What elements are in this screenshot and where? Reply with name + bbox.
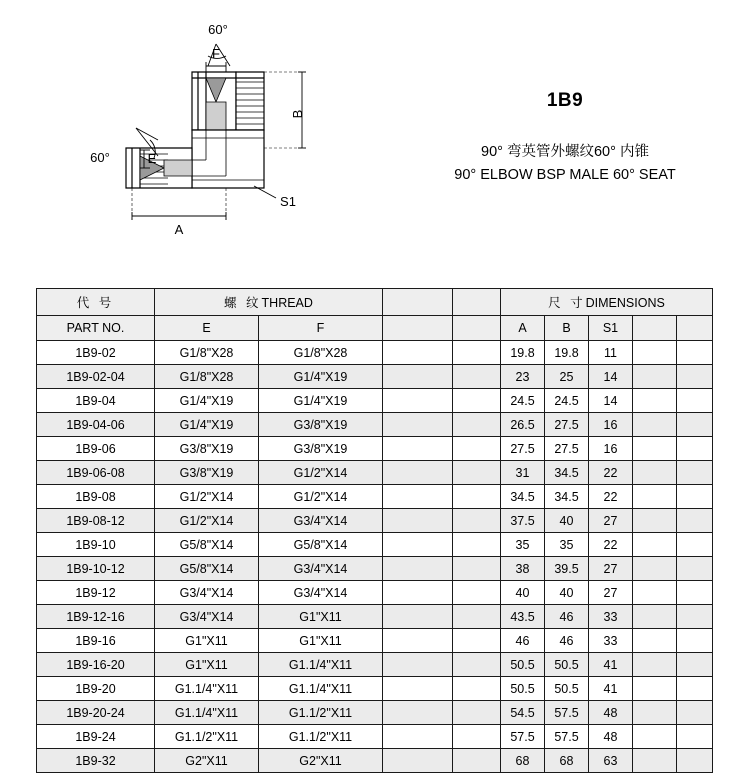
part-no-cell: 1B9-16	[37, 629, 155, 653]
product-code: 1B9	[546, 90, 584, 111]
blank-cell-3	[633, 533, 677, 557]
dimension-s1-cell: 22	[589, 533, 633, 557]
group-header-thread-en: THREAD	[261, 296, 313, 310]
dimension-b-cell: 68	[545, 749, 589, 773]
thread-f-cell: G3/8"X19	[259, 413, 383, 437]
blank-cell-1	[383, 605, 453, 629]
drawing-label-e: E	[147, 151, 157, 166]
blank-cell-2	[453, 437, 501, 461]
drawing-label-a: A	[174, 222, 184, 237]
thread-e-cell: G2"X11	[155, 749, 259, 773]
thread-e-cell: G3/8"X19	[155, 461, 259, 485]
blank-cell-3	[633, 461, 677, 485]
column-header-blank-2	[453, 316, 501, 341]
thread-e-cell: G1.1/2"X11	[155, 725, 259, 749]
dimension-b-cell: 46	[545, 629, 589, 653]
dimension-s1-cell: 33	[589, 629, 633, 653]
group-header-thread	[155, 289, 383, 316]
blank-cell-4	[677, 605, 713, 629]
thread-e-cell: G3/4"X14	[155, 605, 259, 629]
blank-cell-3	[633, 437, 677, 461]
table-row	[37, 581, 713, 605]
blank-cell-2	[453, 557, 501, 581]
thread-e-cell: G5/8"X14	[155, 557, 259, 581]
part-no-cell: 1B9-20	[37, 677, 155, 701]
column-header-b: B	[545, 316, 589, 341]
drawing-label-s1: S1	[280, 194, 296, 209]
drawing-label-b: B	[290, 109, 305, 119]
table-row	[37, 461, 713, 485]
blank-cell-4	[677, 629, 713, 653]
blank-cell-4	[677, 557, 713, 581]
dimension-b-cell: 27.5	[545, 413, 589, 437]
blank-cell-3	[633, 653, 677, 677]
dimension-a-cell: 27.5	[501, 437, 545, 461]
thread-f-cell: G1.1/4"X11	[259, 653, 383, 677]
table-row	[37, 653, 713, 677]
part-no-cell: 1B9-10-12	[37, 557, 155, 581]
blank-cell-2	[453, 365, 501, 389]
blank-cell-1	[383, 437, 453, 461]
table-row	[37, 629, 713, 653]
blank-cell-3	[633, 365, 677, 389]
blank-cell-4	[677, 413, 713, 437]
blank-cell-1	[383, 413, 453, 437]
table-row	[37, 389, 713, 413]
table-row	[37, 485, 713, 509]
thread-f-cell: G3/8"X19	[259, 437, 383, 461]
table-row	[37, 605, 713, 629]
table-row	[37, 341, 713, 365]
dimension-s1-cell: 48	[589, 725, 633, 749]
thread-e-cell: G1/2"X14	[155, 485, 259, 509]
group-header-part-no: 代 号	[37, 289, 155, 316]
column-header-blank-3	[633, 316, 677, 341]
blank-cell-4	[677, 341, 713, 365]
thread-e-cell: G3/4"X14	[155, 581, 259, 605]
part-no-cell: 1B9-32	[37, 749, 155, 773]
part-no-cell: 1B9-10	[37, 533, 155, 557]
dimension-s1-cell: 27	[589, 557, 633, 581]
group-header-dimensions	[501, 289, 713, 316]
blank-cell-2	[453, 389, 501, 413]
part-no-cell: 1B9-16-20	[37, 653, 155, 677]
blank-cell-4	[677, 485, 713, 509]
blank-cell-4	[677, 365, 713, 389]
dimension-s1-cell: 22	[589, 461, 633, 485]
column-header-part-no: PART NO.	[37, 316, 155, 341]
dimension-s1-cell: 14	[589, 389, 633, 413]
thread-e-cell: G3/8"X19	[155, 437, 259, 461]
blank-cell-2	[453, 509, 501, 533]
dimension-a-cell: 50.5	[501, 677, 545, 701]
dimension-a-cell: 46	[501, 629, 545, 653]
thread-e-cell: G1/8"X28	[155, 365, 259, 389]
dimension-b-cell: 39.5	[545, 557, 589, 581]
part-no-cell: 1B9-02-04	[37, 365, 155, 389]
thread-f-cell: G3/4"X14	[259, 557, 383, 581]
blank-cell-3	[633, 749, 677, 773]
part-no-cell: 1B9-12	[37, 581, 155, 605]
part-no-cell: 1B9-04-06	[37, 413, 155, 437]
table-row	[37, 413, 713, 437]
dimension-s1-cell: 48	[589, 701, 633, 725]
blank-cell-1	[383, 677, 453, 701]
dimension-a-cell: 43.5	[501, 605, 545, 629]
thread-e-cell: G1/2"X14	[155, 509, 259, 533]
blank-cell-3	[633, 557, 677, 581]
thread-e-cell: G1.1/4"X11	[155, 677, 259, 701]
thread-f-cell: G5/8"X14	[259, 533, 383, 557]
part-no-cell: 1B9-12-16	[37, 605, 155, 629]
dimension-b-cell: 50.5	[545, 653, 589, 677]
table-row	[37, 437, 713, 461]
blank-cell-4	[677, 389, 713, 413]
blank-cell-3	[633, 413, 677, 437]
blank-cell-2	[453, 581, 501, 605]
blank-cell-2	[453, 629, 501, 653]
blank-cell-2	[453, 341, 501, 365]
thread-e-cell: G1.1/4"X11	[155, 701, 259, 725]
thread-f-cell: G1/8"X28	[259, 341, 383, 365]
blank-cell-1	[383, 461, 453, 485]
dimension-a-cell: 54.5	[501, 701, 545, 725]
dimension-a-cell: 38	[501, 557, 545, 581]
table-body	[37, 341, 713, 773]
blank-cell-1	[383, 701, 453, 725]
dimension-a-cell: 50.5	[501, 653, 545, 677]
dimension-b-cell: 40	[545, 509, 589, 533]
blank-cell-4	[677, 437, 713, 461]
dimension-b-cell: 57.5	[545, 701, 589, 725]
blank-cell-3	[633, 605, 677, 629]
drawing-header-area	[0, 0, 744, 265]
column-header-e: E	[155, 316, 259, 341]
table-row	[37, 509, 713, 533]
table-row	[37, 677, 713, 701]
column-header-a: A	[501, 316, 545, 341]
thread-f-cell: G3/4"X14	[259, 581, 383, 605]
dimension-s1-cell: 14	[589, 365, 633, 389]
table-group-header-row	[37, 289, 713, 316]
part-no-cell: 1B9-06-08	[37, 461, 155, 485]
column-header-s1: S1	[589, 316, 633, 341]
column-header-blank-4	[677, 316, 713, 341]
blank-cell-3	[633, 629, 677, 653]
part-no-cell: 1B9-20-24	[37, 701, 155, 725]
part-no-cell: 1B9-08-12	[37, 509, 155, 533]
thread-e-cell: G1/4"X19	[155, 413, 259, 437]
table-row	[37, 749, 713, 773]
blank-cell-4	[677, 701, 713, 725]
dimension-b-cell: 46	[545, 605, 589, 629]
dimension-b-cell: 19.8	[545, 341, 589, 365]
dimension-s1-cell: 27	[589, 509, 633, 533]
blank-cell-1	[383, 653, 453, 677]
column-header-blank-1	[383, 316, 453, 341]
group-header-thread-cn: 螺 纹	[224, 296, 262, 310]
product-drawing	[40, 10, 370, 250]
dimension-s1-cell: 16	[589, 437, 633, 461]
blank-cell-3	[633, 485, 677, 509]
product-description-en: 90° ELBOW BSP MALE 60° SEAT	[454, 167, 676, 183]
blank-cell-1	[383, 365, 453, 389]
dimension-b-cell: 57.5	[545, 725, 589, 749]
blank-cell-2	[453, 413, 501, 437]
blank-cell-4	[677, 509, 713, 533]
dimension-b-cell: 24.5	[545, 389, 589, 413]
part-no-cell: 1B9-04	[37, 389, 155, 413]
thread-e-cell: G5/8"X14	[155, 533, 259, 557]
dimension-s1-cell: 41	[589, 653, 633, 677]
dimension-b-cell: 35	[545, 533, 589, 557]
table-row	[37, 533, 713, 557]
blank-cell-4	[677, 533, 713, 557]
dimension-a-cell: 26.5	[501, 413, 545, 437]
group-header-dimensions-cn: 尺 寸	[548, 296, 586, 310]
blank-cell-1	[383, 557, 453, 581]
drawing-label-f: F	[212, 46, 220, 61]
dimension-b-cell: 40	[545, 581, 589, 605]
blank-cell-3	[633, 341, 677, 365]
blank-cell-3	[633, 581, 677, 605]
blank-cell-1	[383, 749, 453, 773]
thread-f-cell: G1.1/2"X11	[259, 725, 383, 749]
dimension-s1-cell: 27	[589, 581, 633, 605]
specification-table	[36, 288, 713, 773]
blank-cell-4	[677, 653, 713, 677]
dimension-a-cell: 31	[501, 461, 545, 485]
blank-cell-2	[453, 749, 501, 773]
part-no-cell: 1B9-02	[37, 341, 155, 365]
part-no-cell: 1B9-08	[37, 485, 155, 509]
group-header-blank-2	[453, 289, 501, 316]
table-column-header-row	[37, 316, 713, 341]
dimension-s1-cell: 11	[589, 341, 633, 365]
dimension-a-cell: 40	[501, 581, 545, 605]
thread-f-cell: G1.1/4"X11	[259, 677, 383, 701]
table-row	[37, 701, 713, 725]
blank-cell-3	[633, 677, 677, 701]
dimension-b-cell: 25	[545, 365, 589, 389]
thread-f-cell: G2"X11	[259, 749, 383, 773]
blank-cell-3	[633, 701, 677, 725]
thread-f-cell: G1"X11	[259, 605, 383, 629]
table-row	[37, 365, 713, 389]
thread-f-cell: G1"X11	[259, 629, 383, 653]
dimension-b-cell: 27.5	[545, 437, 589, 461]
blank-cell-4	[677, 677, 713, 701]
dimension-a-cell: 68	[501, 749, 545, 773]
dimension-a-cell: 19.8	[501, 341, 545, 365]
thread-f-cell: G3/4"X14	[259, 509, 383, 533]
blank-cell-1	[383, 389, 453, 413]
thread-f-cell: G1.1/2"X11	[259, 701, 383, 725]
part-no-cell: 1B9-06	[37, 437, 155, 461]
part-no-cell: 1B9-24	[37, 725, 155, 749]
drawing-label-angle-left: 60°	[90, 150, 110, 165]
group-header-dimensions-en: DIMENSIONS	[585, 296, 665, 310]
dimension-s1-cell: 41	[589, 677, 633, 701]
table-row	[37, 557, 713, 581]
blank-cell-4	[677, 461, 713, 485]
blank-cell-1	[383, 509, 453, 533]
thread-f-cell: G1/4"X19	[259, 389, 383, 413]
blank-cell-2	[453, 485, 501, 509]
blank-cell-1	[383, 533, 453, 557]
blank-cell-1	[383, 341, 453, 365]
dimension-s1-cell: 63	[589, 749, 633, 773]
blank-cell-3	[633, 389, 677, 413]
dimension-s1-cell: 16	[589, 413, 633, 437]
thread-e-cell: G1/4"X19	[155, 389, 259, 413]
thread-e-cell: G1/8"X28	[155, 341, 259, 365]
dimension-a-cell: 35	[501, 533, 545, 557]
blank-cell-4	[677, 749, 713, 773]
blank-cell-2	[453, 677, 501, 701]
thread-e-cell: G1"X11	[155, 629, 259, 653]
drawing-label-angle-top: 60°	[208, 22, 228, 37]
blank-cell-1	[383, 581, 453, 605]
blank-cell-1	[383, 629, 453, 653]
dimension-a-cell: 37.5	[501, 509, 545, 533]
blank-cell-2	[453, 653, 501, 677]
blank-cell-2	[453, 605, 501, 629]
dimension-s1-cell: 33	[589, 605, 633, 629]
blank-cell-1	[383, 485, 453, 509]
dimension-a-cell: 57.5	[501, 725, 545, 749]
dimension-a-cell: 34.5	[501, 485, 545, 509]
blank-cell-2	[453, 533, 501, 557]
blank-cell-2	[453, 461, 501, 485]
product-description-cn: 90° 弯英管外螺纹60° 内锥	[481, 144, 649, 160]
dimension-b-cell: 34.5	[545, 485, 589, 509]
thread-e-cell: G1"X11	[155, 653, 259, 677]
column-header-f: F	[259, 316, 383, 341]
dimension-s1-cell: 22	[589, 485, 633, 509]
title-block	[400, 90, 730, 183]
dimension-b-cell: 34.5	[545, 461, 589, 485]
thread-f-cell: G1/2"X14	[259, 461, 383, 485]
group-header-blank-1	[383, 289, 453, 316]
blank-cell-4	[677, 581, 713, 605]
thread-f-cell: G1/2"X14	[259, 485, 383, 509]
dimension-a-cell: 24.5	[501, 389, 545, 413]
dimension-b-cell: 50.5	[545, 677, 589, 701]
dimension-a-cell: 23	[501, 365, 545, 389]
blank-cell-2	[453, 701, 501, 725]
thread-f-cell: G1/4"X19	[259, 365, 383, 389]
blank-cell-3	[633, 509, 677, 533]
